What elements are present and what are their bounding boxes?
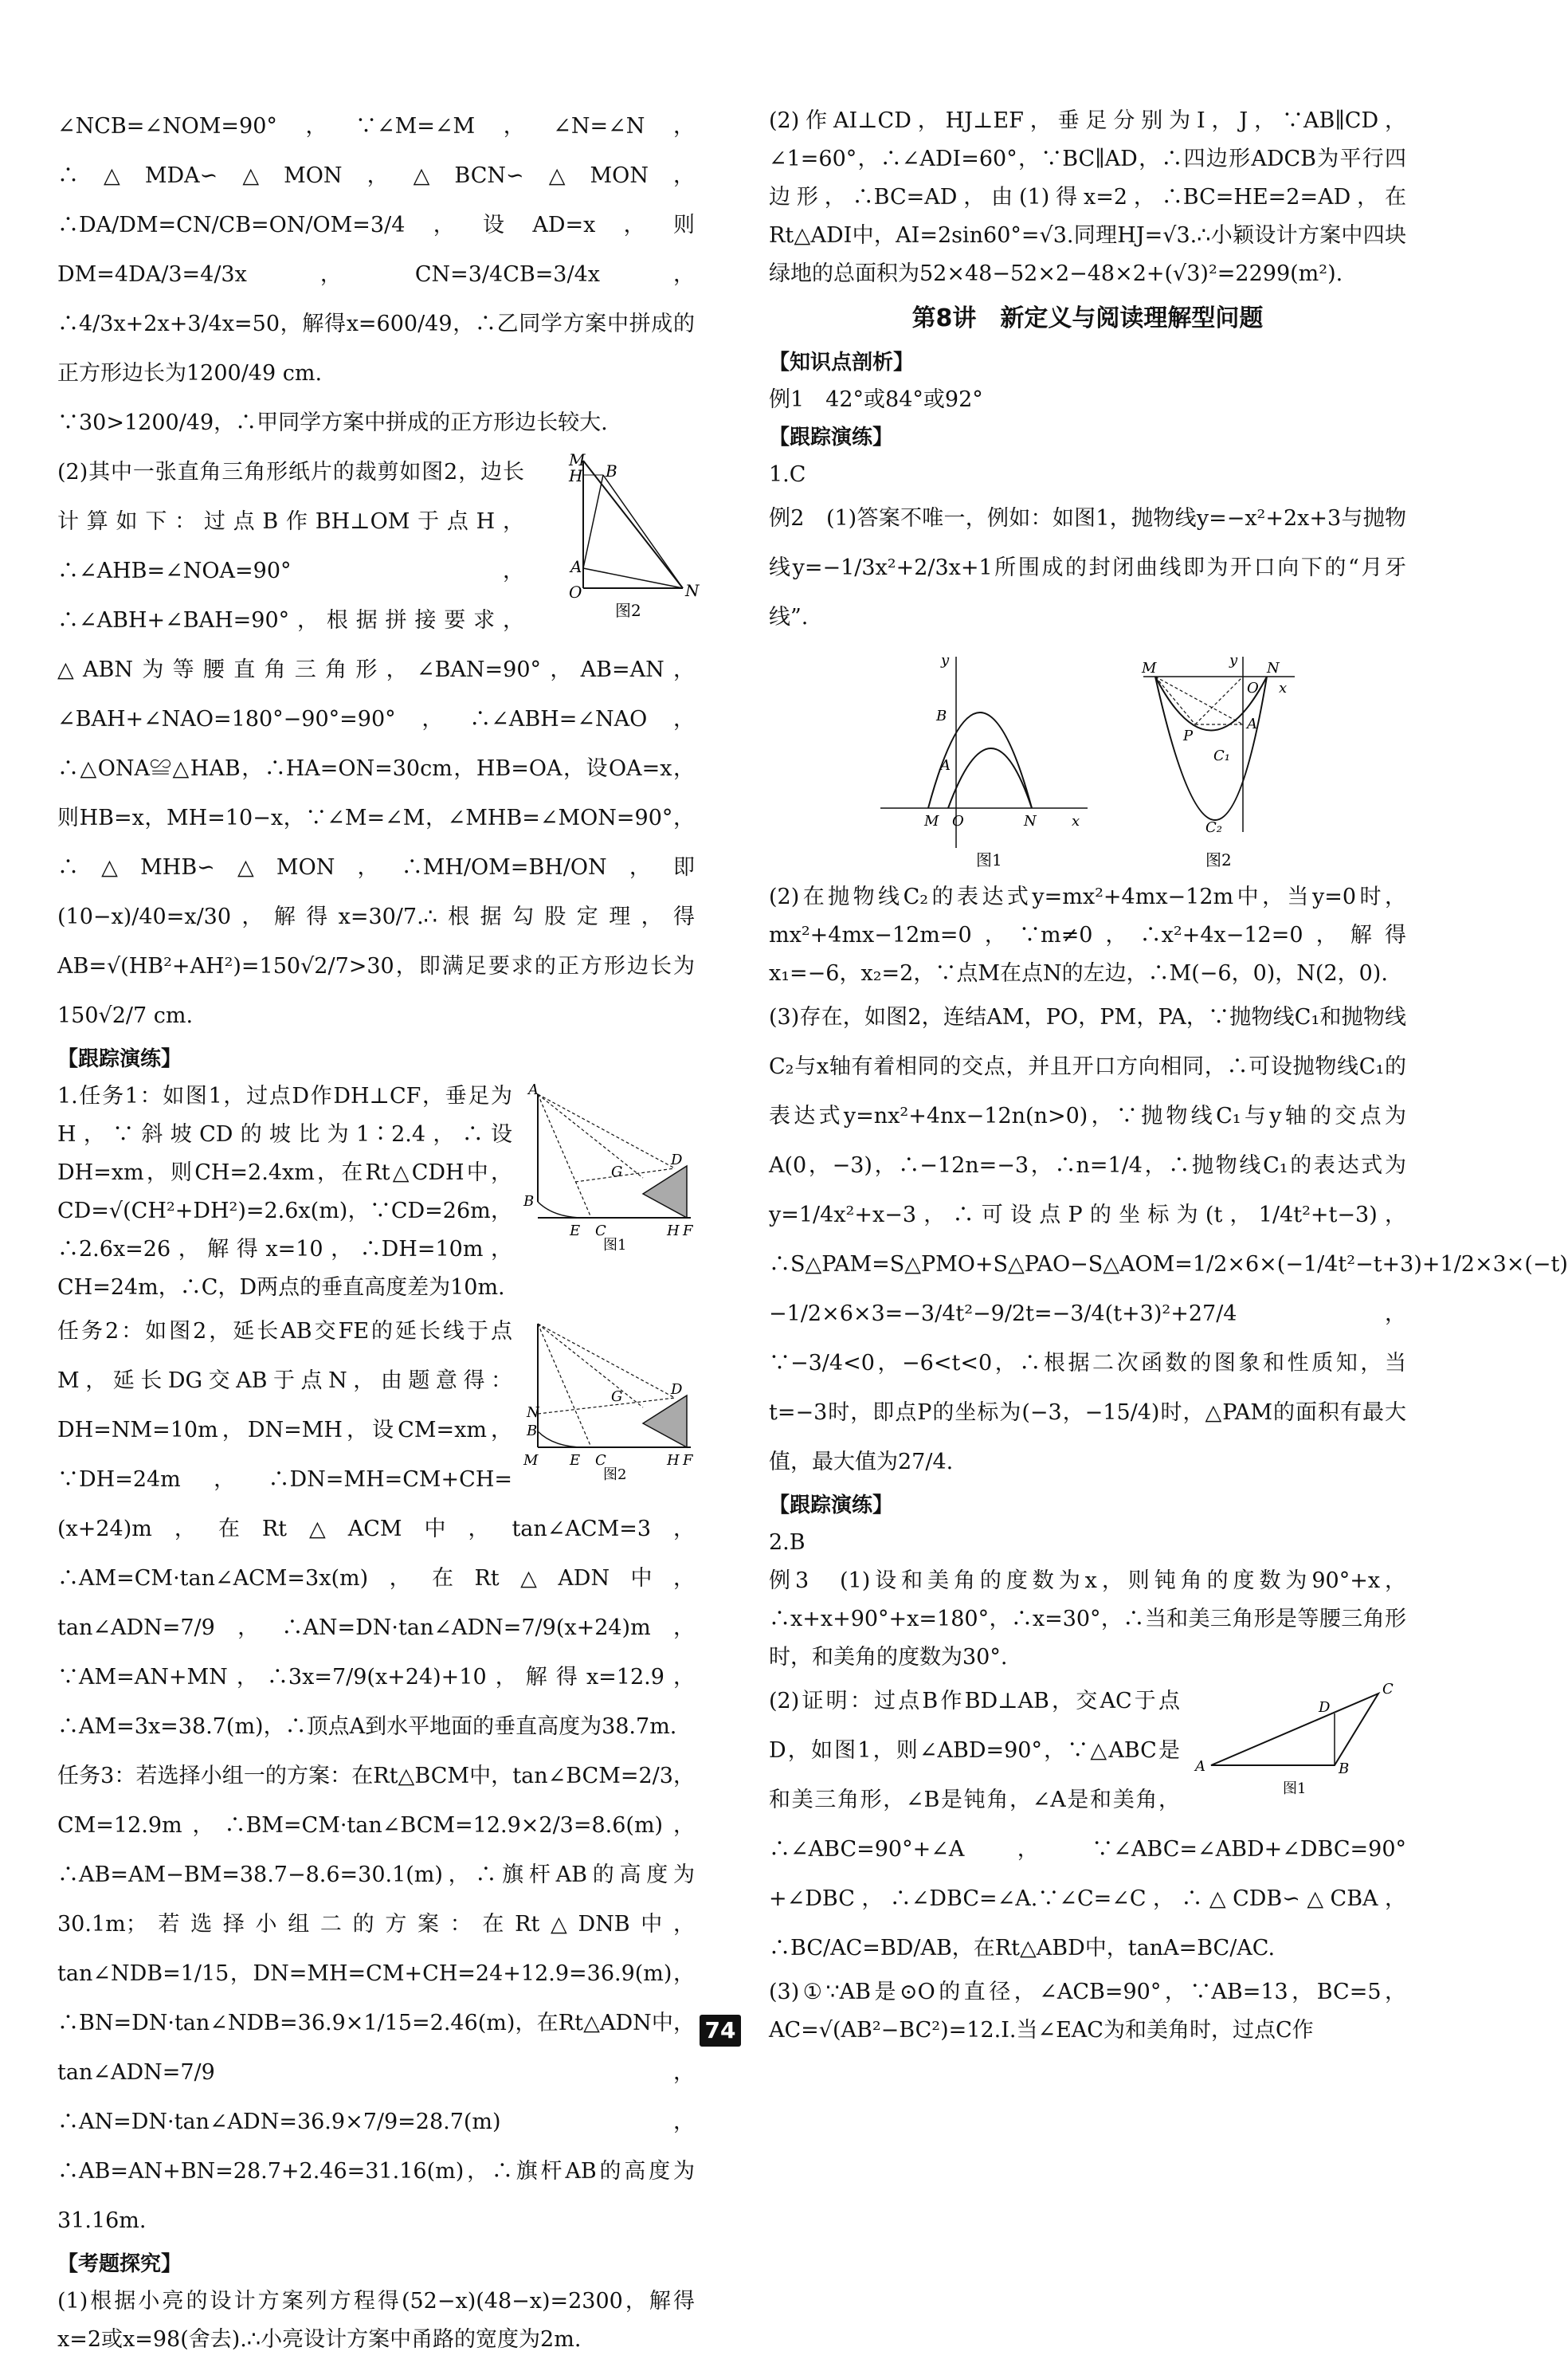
svg-text:O: O (952, 813, 964, 830)
svg-text:N: N (1024, 813, 1037, 830)
fig1-task-caption: 图1 (603, 1237, 627, 1254)
fig2-task-caption: 图2 (603, 1466, 627, 1483)
left-para-7: (1)根据小亮的设计方案列方程得(52−x)(48−x)=2300，解得x=2或x=98(舍去).∴小亮设计方案中甬路的宽度为2m. (57, 2289, 695, 2352)
svg-text:B: B (523, 1193, 535, 1210)
svg-text:M: M (569, 450, 586, 469)
left-para-3: (2)其中一张直角三角形纸片的裁剪如图2，边长计算如下：过点B作BH⊥OM于点H，∴∠AHB=∠NOA=90°，∴∠ABH+∠BAH=90°，根据拼接要求，△ABN为等腰直角三角形，∠BAN=90°，AB=AN，∠BAH+∠NAO=180°−90°=90°，∴∠ABH=∠NAO，∴△ONA≌△HAB，∴HA=ON=30cm，HB=OA，设OA=x，则HB=x，MH=10−x，∵∠M=∠M，∠MHB=∠MON=90°，∴△MHB∽△MON，∴MH/OM=BH/ON，即(10−x)/40=x/30，解得x=30/7.∴根据勾股定理，得AB=√(HB²+AH²)=150√2/7>30，即满足要求的正方形边长为150√2/7 cm. (57, 460, 695, 1028)
svg-text:y: y (941, 652, 950, 669)
svg-text:C₁: C₁ (1213, 748, 1230, 764)
svg-text:N: N (527, 1404, 539, 1421)
right-para-1: (2)作AI⊥CD，HJ⊥EF，垂足分别为I，J，∵AB∥CD，∠1=60°，∴∠ADI=60°，∵BC∥AD，∴四边形ADCB为平行四边形，∴BC=AD，由(1)得x=2，∴BC=HE=2=AD，在Rt△ADI中，AI=2sin60°=√3.同理HJ=√3.∴小颖设计方案中四块绿地的总面积为52×48−52×2−48×2+(√3)²=2299(m²). (769, 108, 1406, 286)
right-heading-knowledge: 【知识点剖析】 (769, 351, 915, 375)
left-para-1: ∠NCB=∠NOM=90°，∵∠M=∠M，∠N=∠N，∴△MDA∽△MON，△BCN∽△MON，∴DA/DM=CN/CB=ON/OM=3/4，设AD=x，则DM=4DA/3=4/3x，CN=3/4CB=3/4x，∴4/3x+2x+3/4x=50，解得x=600/49，∴乙同学方案中拼成的正方形边长为1200/49 cm. (57, 114, 695, 386)
page-number: 74 (700, 2015, 741, 2047)
svg-text:A: A (940, 757, 951, 774)
lesson-title: 第8讲 新定义与阅读理解型问题 (911, 304, 1264, 332)
svg-text:P: P (1183, 728, 1194, 744)
fig1-parab-caption: 图1 (976, 850, 1002, 869)
svg-text:H: H (667, 1452, 680, 1469)
svg-text:F: F (683, 1452, 693, 1469)
left-heading-exam: 【考题探究】 (57, 2252, 182, 2276)
svg-text:M: M (1142, 660, 1157, 677)
svg-text:C: C (595, 1223, 606, 1239)
right-para-2: (2)在抛物线C₂的表达式y=mx²+4mx−12m中，当y=0时，mx²+4mx−12m=0，∵m≠0，∴x²+4x−12=0，解得x₁=−6，x₂=2，∵点M在点N的左边，∴M(−6，0)，N(2，0). (769, 885, 1406, 986)
svg-text:O: O (569, 583, 582, 602)
svg-text:H: H (667, 1223, 680, 1239)
svg-text:A: A (570, 557, 582, 576)
figure-triangle-abc (1191, 1682, 1406, 1804)
svg-text:B: B (527, 1423, 538, 1439)
svg-text:M: M (924, 813, 939, 830)
left-para-4: 1.任务1：如图1，过点D作DH⊥CF，垂足为H，∵斜坡CD的坡比为1∶2.4，∴设DH=xm，则CH=2.4xm，在Rt△CDH中，CD=√(CH²+DH²)=2.6x(m)，∵CD=26m，∴2.6x=26，解得x=10，∴DH=10m，CH=24m，∴C，D两点的垂直高度差为10m. (57, 1084, 512, 1300)
left-para-5: 任务2：如图2，延长AB交FE的延长线于点M，延长DG交AB于点N，由题意得：DH=NM=10m，DN=MH，设CM=xm，∵DH=24m，∴DN=MH=CM+CH=(x+24)m，在Rt△ACM中，tan∠ACM=3，∴AM=CM·tan∠ACM=3x(m)，在Rt△ADN中，tan∠ADN=7/9，∴AN=DN·tan∠ADN=7/9(x+24)m，∵AM=AN+MN，∴3x=7/9(x+24)+10，解得x=12.9，∴AM=3x=38.7(m)，∴顶点A到水平地面的垂直高度为38.7m. (57, 1319, 695, 1739)
left-column (57, 102, 700, 2359)
svg-text:C: C (1382, 1681, 1394, 1698)
svg-text:y: y (1229, 652, 1238, 669)
right-column (769, 102, 1568, 2050)
example-3: 例3 (1)设和美角的度数为x，则钝角的度数为90°+x，∴x+x+90°+x=180°，∴x=30°，∴当和美三角形是等腰三角形时，和美角的度数为30°. (769, 1568, 1406, 1670)
svg-text:G: G (611, 1388, 623, 1405)
svg-text:x: x (1072, 813, 1080, 830)
fig2-parab-caption: 图2 (1205, 850, 1232, 869)
svg-text:A: A (528, 1081, 539, 1098)
answer-2: 2.B (769, 1530, 806, 1555)
svg-text:F: F (683, 1223, 693, 1239)
svg-text:C: C (595, 1452, 606, 1469)
left-para-2: ∵30>1200/49，∴甲同学方案中拼成的正方形边长较大. (57, 410, 608, 435)
left-heading-tracking: 【跟踪演练】 (57, 1047, 182, 1071)
svg-text:O: O (1247, 680, 1259, 697)
svg-text:G: G (611, 1164, 623, 1180)
fig2-left-caption: 图2 (615, 601, 641, 620)
figure-parabola-1 (872, 649, 1096, 872)
right-para-3: (3)存在，如图2，连结AM，PO，PM，PA，∵抛物线C₁和抛物线C₂与x轴有着相同的交点，并且开口方向相同，∴可设抛物线C₁的表达式y=nx²+4nx−12n(n>0)，∵抛物线C₁与y轴的交点为A(0，−3)，∴−12n=−3，∴n=1/4，∴抛物线C₁的表达式为y=1/4x²+x−3，∴可设点P的坐标为(t，1/4t²+t−3)，∴S△PAM=S△PMO+S△PAO−S△AOM=1/2×6×(−1/4t²−t+3)+1/2×3×(−t)−1/2×6×3=−3/4t²−9/2t=−3/4(t+3)²+27/4，∵−3/4<0，−6<t<0，∴根据二次函数的图象和性质知，当t=−3时，即点P的坐标为(−3，−15/4)时，△PAM的面积有最大值，最大值为27/4. (769, 1005, 1568, 1474)
answer-1: 1.C (769, 462, 806, 487)
svg-text:A: A (1247, 716, 1257, 732)
figure-task-2 (523, 1312, 695, 1482)
example-1: 例1 42°或84°或92° (769, 387, 983, 412)
svg-text:D: D (671, 1152, 683, 1168)
svg-text:x: x (1279, 680, 1288, 697)
left-para-6: 任务3：若选择小组一的方案：在Rt△BCM中，tan∠BCM=2/3，CM=12.9m，∴BM=CM·tan∠BCM=12.9×2/3=8.6(m)，∴AB=AM−BM=38.7−8.6=30.1(m)，∴旗杆AB的高度为30.1m；若选择小组二的方案：在Rt△DNB中，tan∠NDB=1/15，DN=MH=CM+CH=24+12.9=36.9(m)，∴BN=DN·tan∠NDB=36.9×1/15=2.46(m)，在Rt△ADN中，tan∠ADN=7/9，∴AN=DN·tan∠ADN=36.9×7/9=28.7(m)，∴AB=AN+BN=28.7+2.46=31.16(m)，∴旗杆AB的高度为31.16m. (57, 1764, 695, 2233)
svg-text:N: N (685, 581, 700, 600)
fig1-tri-caption: 图1 (1283, 1780, 1307, 1797)
svg-text:D: D (671, 1381, 683, 1398)
svg-text:A: A (1195, 1758, 1205, 1775)
example-2: 例2 (1)答案不唯一，例如：如图1，抛物线y=−x²+2x+3与抛物线y=−1/3x²+2/3x+1所围成的封闭曲线即为开口向下的“月牙线”. (769, 506, 1406, 630)
svg-text:E: E (570, 1452, 581, 1469)
svg-text:E: E (570, 1223, 581, 1239)
right-heading-tracking-1: 【跟踪演练】 (769, 426, 894, 449)
right-para-5: (3)①∵AB是⊙O的直径，∠ACB=90°，∵AB=13，BC=5，AC=√(AB²−BC²)=12.Ⅰ.当∠EAC为和美角时，过点C作 (769, 1980, 1406, 2043)
svg-text:N: N (1267, 660, 1280, 677)
svg-text:M: M (523, 1452, 539, 1469)
parabola-figures (769, 649, 1406, 872)
svg-text:H: H (569, 466, 583, 485)
svg-text:C₂: C₂ (1205, 819, 1222, 836)
figure-triangle-mon (535, 450, 700, 639)
figure-task-1 (523, 1082, 695, 1253)
right-para-4: (2)证明：过点B作BD⊥AB，交AC于点D，如图1，则∠ABD=90°，∵△ABC是和美三角形，∠B是钝角，∠A是和美角，∴∠ABC=90°+∠A，∵∠ABC=∠ABD+∠DBC=90°+∠DBC，∴∠DBC=∠A.∵∠C=∠C，∴△CDB∽△CBA，∴BC/AC=BD/AB，在Rt△ABD中，tanA=BC/AC. (769, 1689, 1406, 1961)
svg-text:B: B (606, 461, 617, 481)
right-heading-tracking-2: 【跟踪演练】 (769, 1494, 894, 1517)
svg-text:D: D (1319, 1699, 1331, 1716)
svg-text:B: B (1339, 1760, 1350, 1777)
svg-text:B: B (936, 708, 947, 724)
figure-parabola-2 (1135, 649, 1303, 872)
